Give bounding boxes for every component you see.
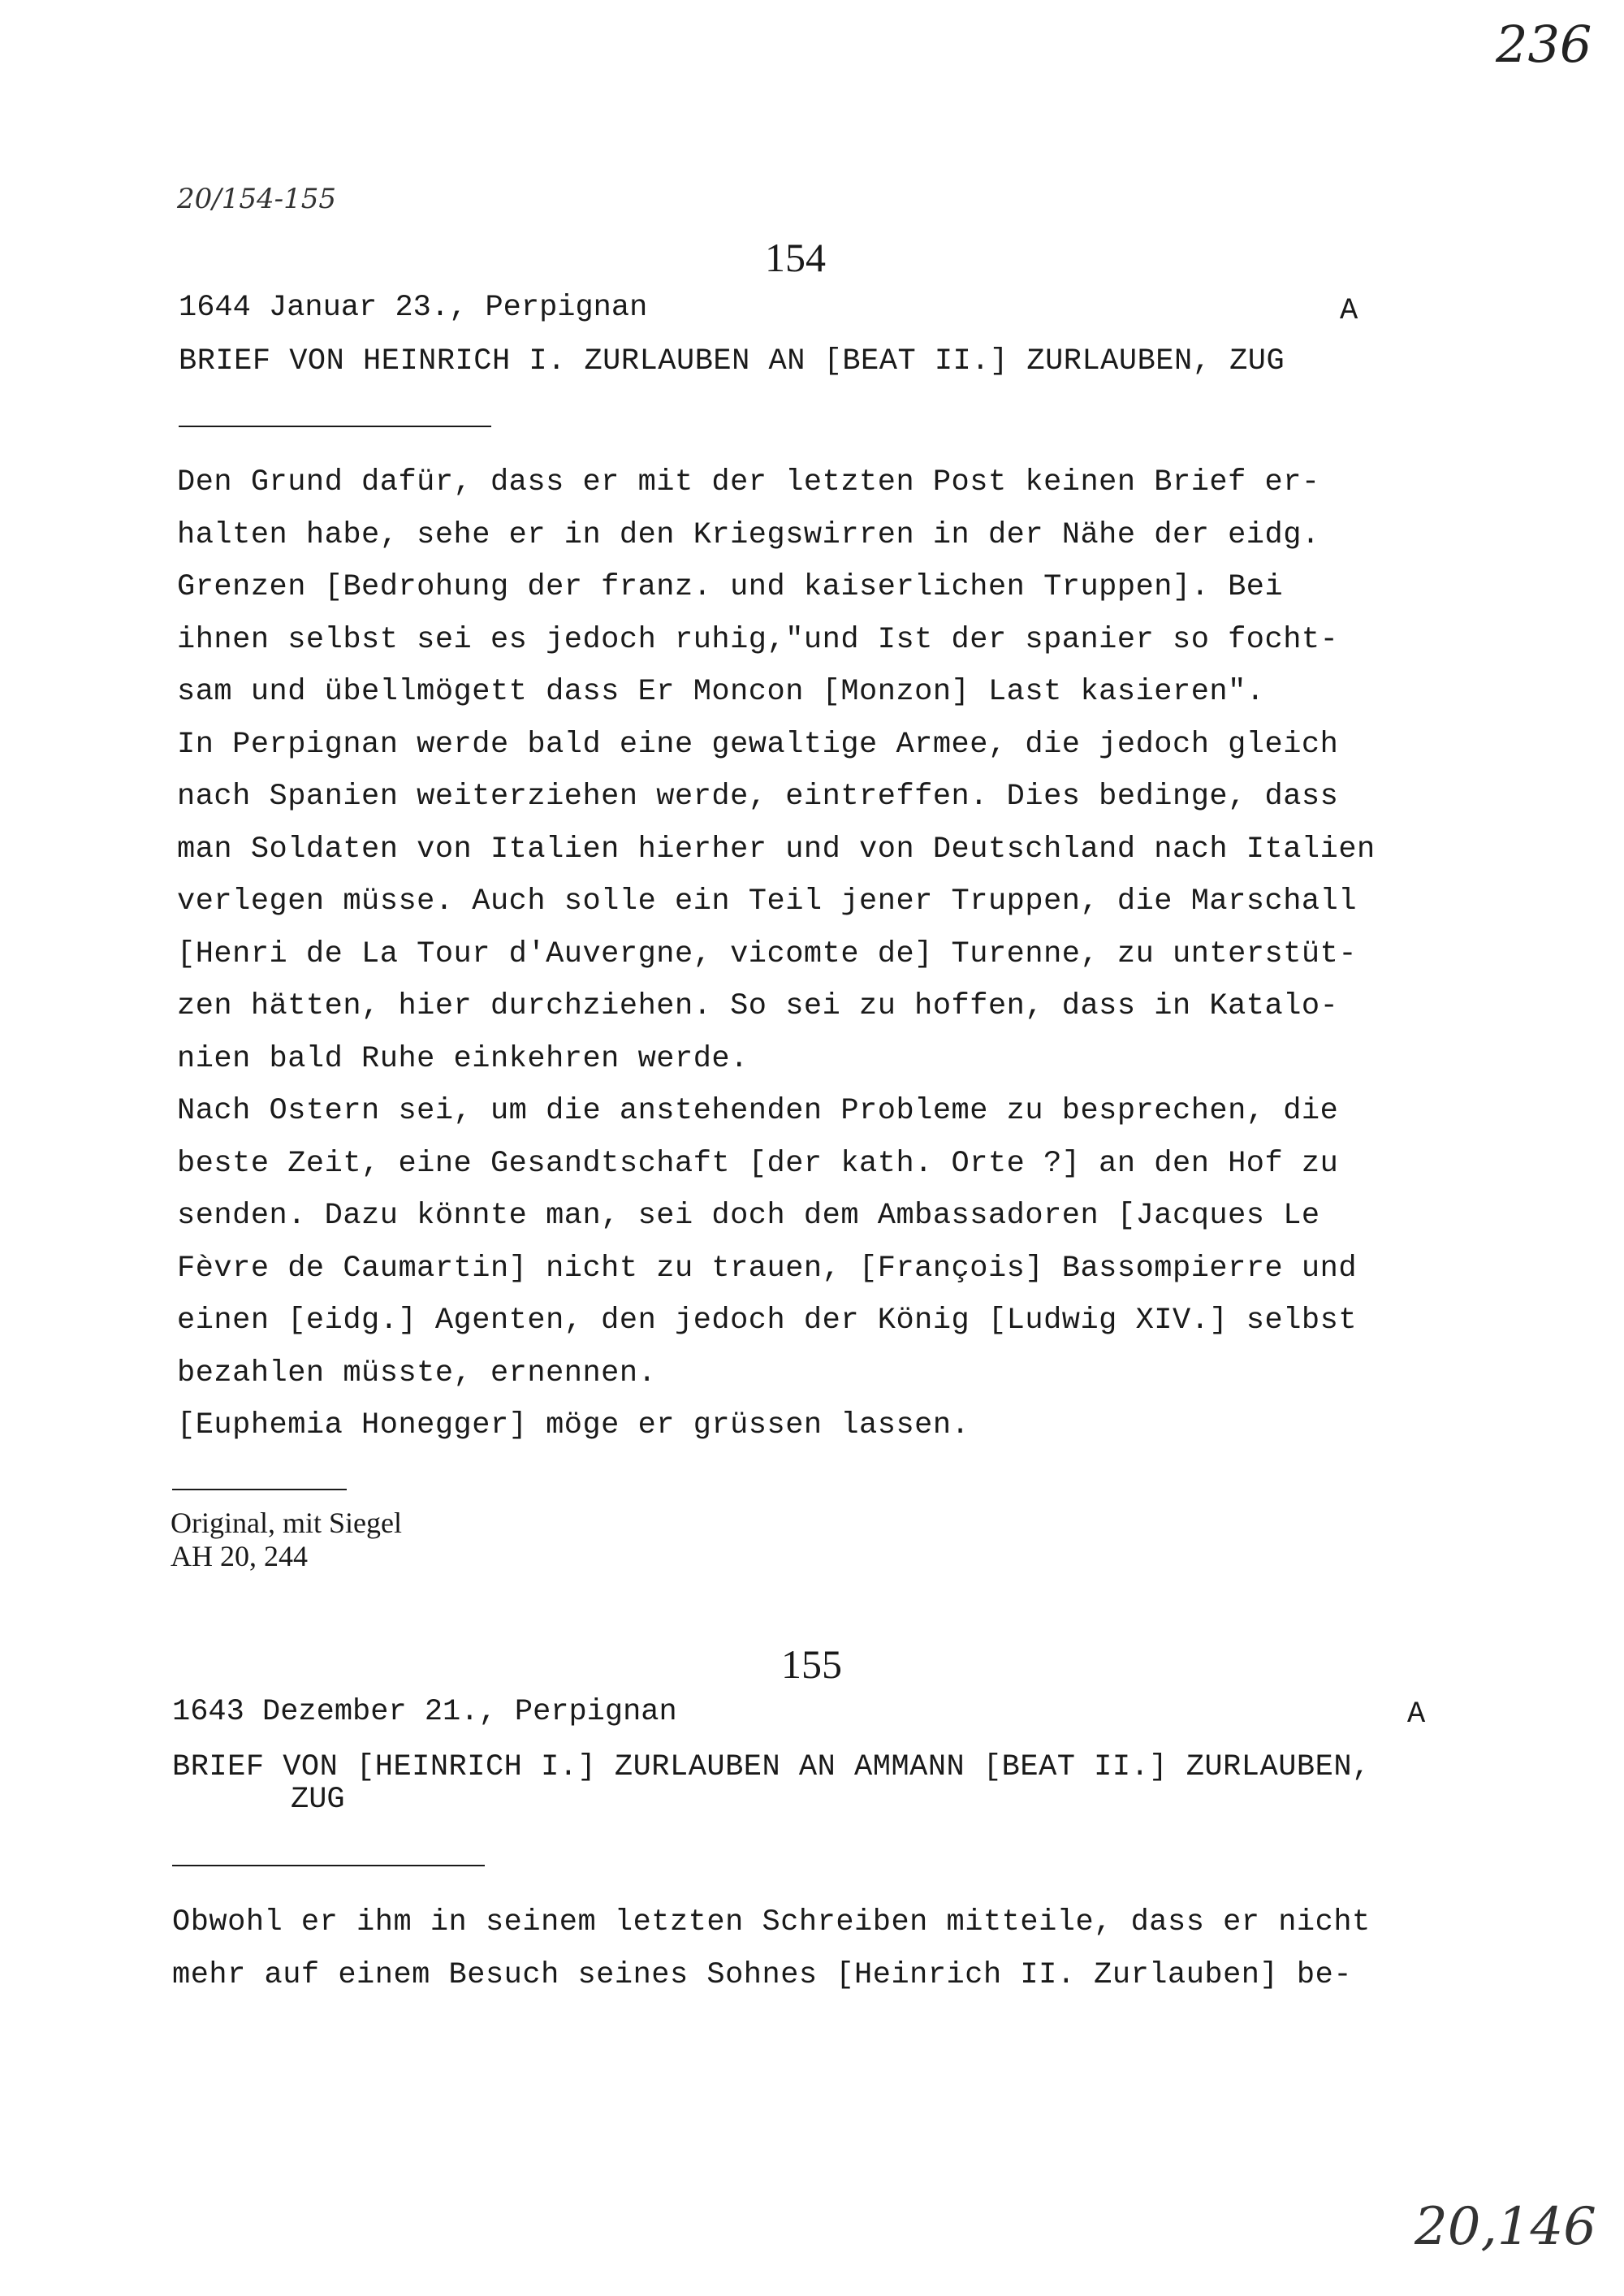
entry-separator-rule [179,426,491,427]
body-line: man Soldaten von Italien hierher und von Deutschland nach Italien [177,832,1376,867]
body-line: senden. Dazu könnte man, sei doch dem Ambassadoren [Jacques Le [177,1199,1320,1233]
body-line: Nach Ostern sei, um die anstehenden Probleme zu besprechen, die [177,1094,1339,1128]
entry-separator-rule [172,1865,485,1866]
source-separator-rule [172,1489,347,1490]
entry-date-place-155: 1643 Dezember 21., Perpignan [172,1695,677,1729]
archive-page-number: 236 [1496,15,1592,74]
entry-source-154 [171,1507,402,1573]
body-line: Fèvre de Caumartin] nicht zu trauen, [François] Bassompierre und [177,1251,1358,1286]
body-line: nach Spanien weiterziehen werde, eintreffen. Dies bedinge, dass [177,780,1339,814]
body-line: [Euphemia Honegger] möge er grüssen lassen. [177,1408,970,1442]
entry-type-marker-154: A [1340,294,1358,328]
body-line: sam und übellmögett dass Er Moncon [Monzon] Last kasieren". [177,675,1265,709]
entry-title-155-continuation: ZUG [291,1783,345,1817]
body-line: Obwohl er ihm in seinem letzten Schreiben mitteile, dass er nicht [172,1905,1371,1939]
body-line: ihnen selbst sei es jedoch ruhig,"und Ist der spanier so focht- [177,622,1339,657]
body-line: [Henri de La Tour d'Auvergne, vicomte de] Turenne, zu unterstüt- [177,936,1358,971]
entry-body-154 [177,456,1492,1452]
body-line: halten habe, sehe er in den Kriegswirren in der Nähe der eidg. [177,517,1320,552]
bottom-folio-number: 20,146 [1415,2197,1596,2257]
body-line: mehr auf einem Besuch seines Sohnes [Heinrich II. Zurlauben] be- [172,1957,1353,1992]
body-line: In Perpignan werde bald eine gewaltige Armee, die jedoch gleich [177,727,1339,762]
body-line: Den Grund dafür, dass er mit der letzten Post keinen Brief er- [177,465,1320,499]
body-line: beste Zeit, eine Gesandtschaft [der kath. Orte ?] an den Hof zu [177,1146,1339,1181]
body-line: nien bald Ruhe einkehren werde. [177,1041,749,1076]
source-line: AH 20, 244 [171,1540,308,1572]
entry-date-place-154: 1644 Januar 23., Perpignan [179,291,648,325]
entry-type-marker-155: A [1407,1697,1426,1732]
entry-title-154: BRIEF VON HEINRICH I. ZURLAUBEN AN [BEAT II.] ZURLAUBEN, ZUG [179,344,1285,378]
entry-number-154: 154 [765,235,826,280]
entry-number-155: 155 [781,1641,842,1687]
body-line: einen [eidg.] Agenten, den jedoch der König [Ludwig XIV.] selbst [177,1304,1358,1338]
body-line: zen hätten, hier durchziehen. So sei zu hoffen, dass in Katalo- [177,989,1339,1023]
entry-body-155 [172,1896,1488,2001]
body-line: Grenzen [Bedrohung der franz. und kaiserlichen Truppen]. Bei [177,570,1284,604]
reference-number: 20/154-155 [177,183,336,215]
body-line: verlegen müsse. Auch solle ein Teil jener Truppen, die Marschall [177,884,1358,919]
entry-title-155: BRIEF VON [HEINRICH I.] ZURLAUBEN AN AMMANN [BEAT II.] ZURLAUBEN, [172,1750,1371,1784]
body-line: bezahlen müsste, ernennen. [177,1356,657,1390]
source-line: Original, mit Siegel [171,1507,402,1539]
